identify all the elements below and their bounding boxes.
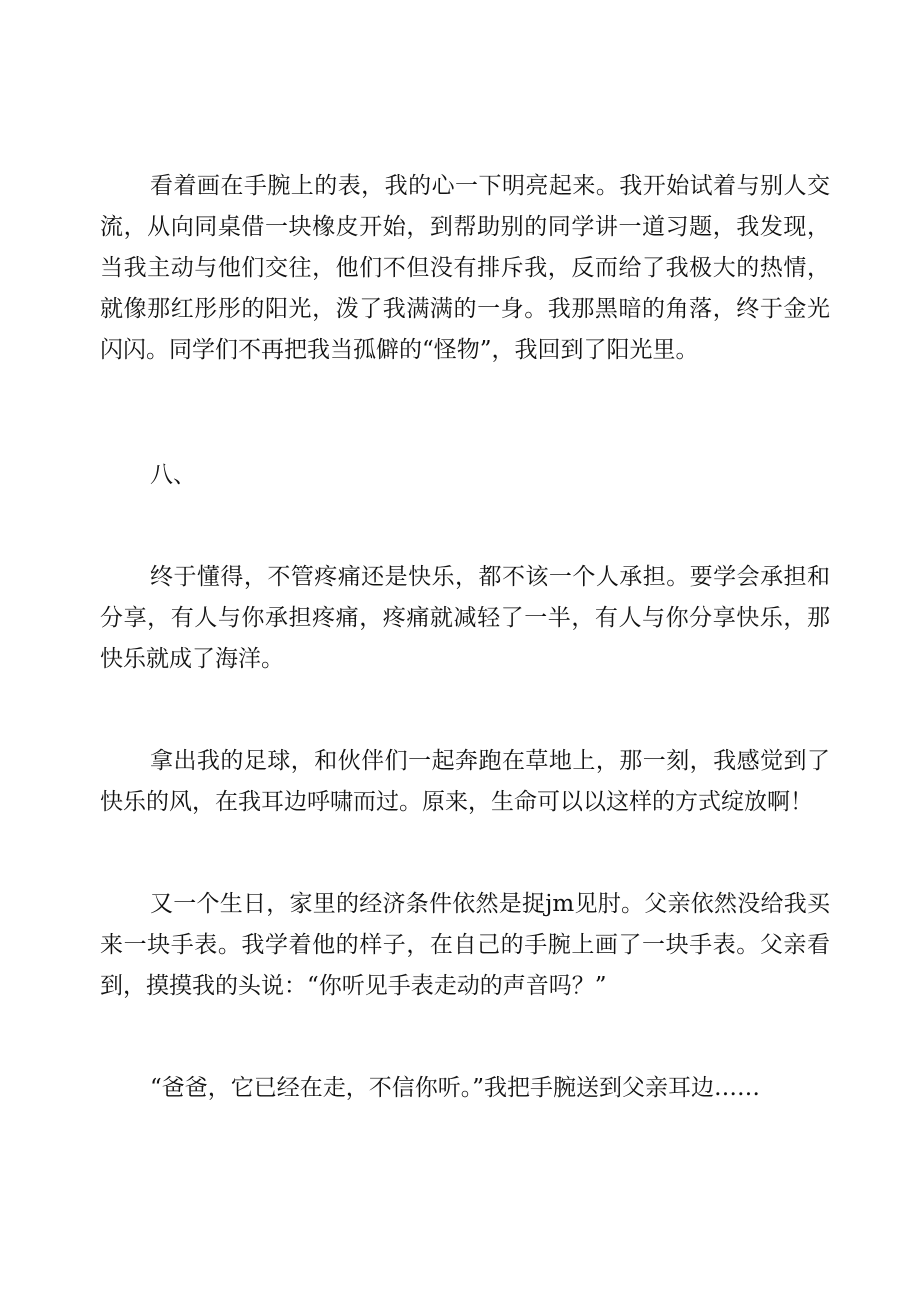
- paragraph-share-pain-joy: 终于懂得，不管疼痛还是快乐，都不该一个人承担。要学会承担和分享，有人与你承担疼痛，疼痛就减轻了一半，有人与你分享快乐，那快乐就成了海洋。: [100, 564, 830, 672]
- paragraph-watch-drawn: 看着画在手腕上的表，我的心一下明亮起来。我开始试着与别人交流，从向同桌借一块橡皮开始，到帮助别的同学讲一道习题，我发现，当我主动与他们交往，他们不但没有排斥我，反而给了我极大的热情，就像那红彤彤的阳光，泼了我满满的一身。我那黑暗的角落，终于金光闪闪。同学们不再把我当孤僻的“怪物”，我回到了阳光里。: [100, 173, 830, 363]
- paragraph-football: 拿出我的足球，和伙伴们一起奔跑在草地上，那一刻，我感觉到了快乐的风，在我耳边呼啸而过。原来，生命可以以这样的方式绽放啊！: [100, 748, 830, 815]
- paragraph-birthday: 又一个生日，家里的经济条件依然是捉jm见肘。父亲依然没给我买来一块手表。我学着他的样子，在自己的手腕上画了一块手表。父亲看到，摸摸我的头说：“你听见手表走动的声音吗？”: [100, 891, 830, 999]
- paragraph-dialogue: “爸爸，它已经在走，不信你听。”我把手腕送到父亲耳边……: [150, 1075, 761, 1101]
- section-heading-eight: 八、: [150, 462, 196, 488]
